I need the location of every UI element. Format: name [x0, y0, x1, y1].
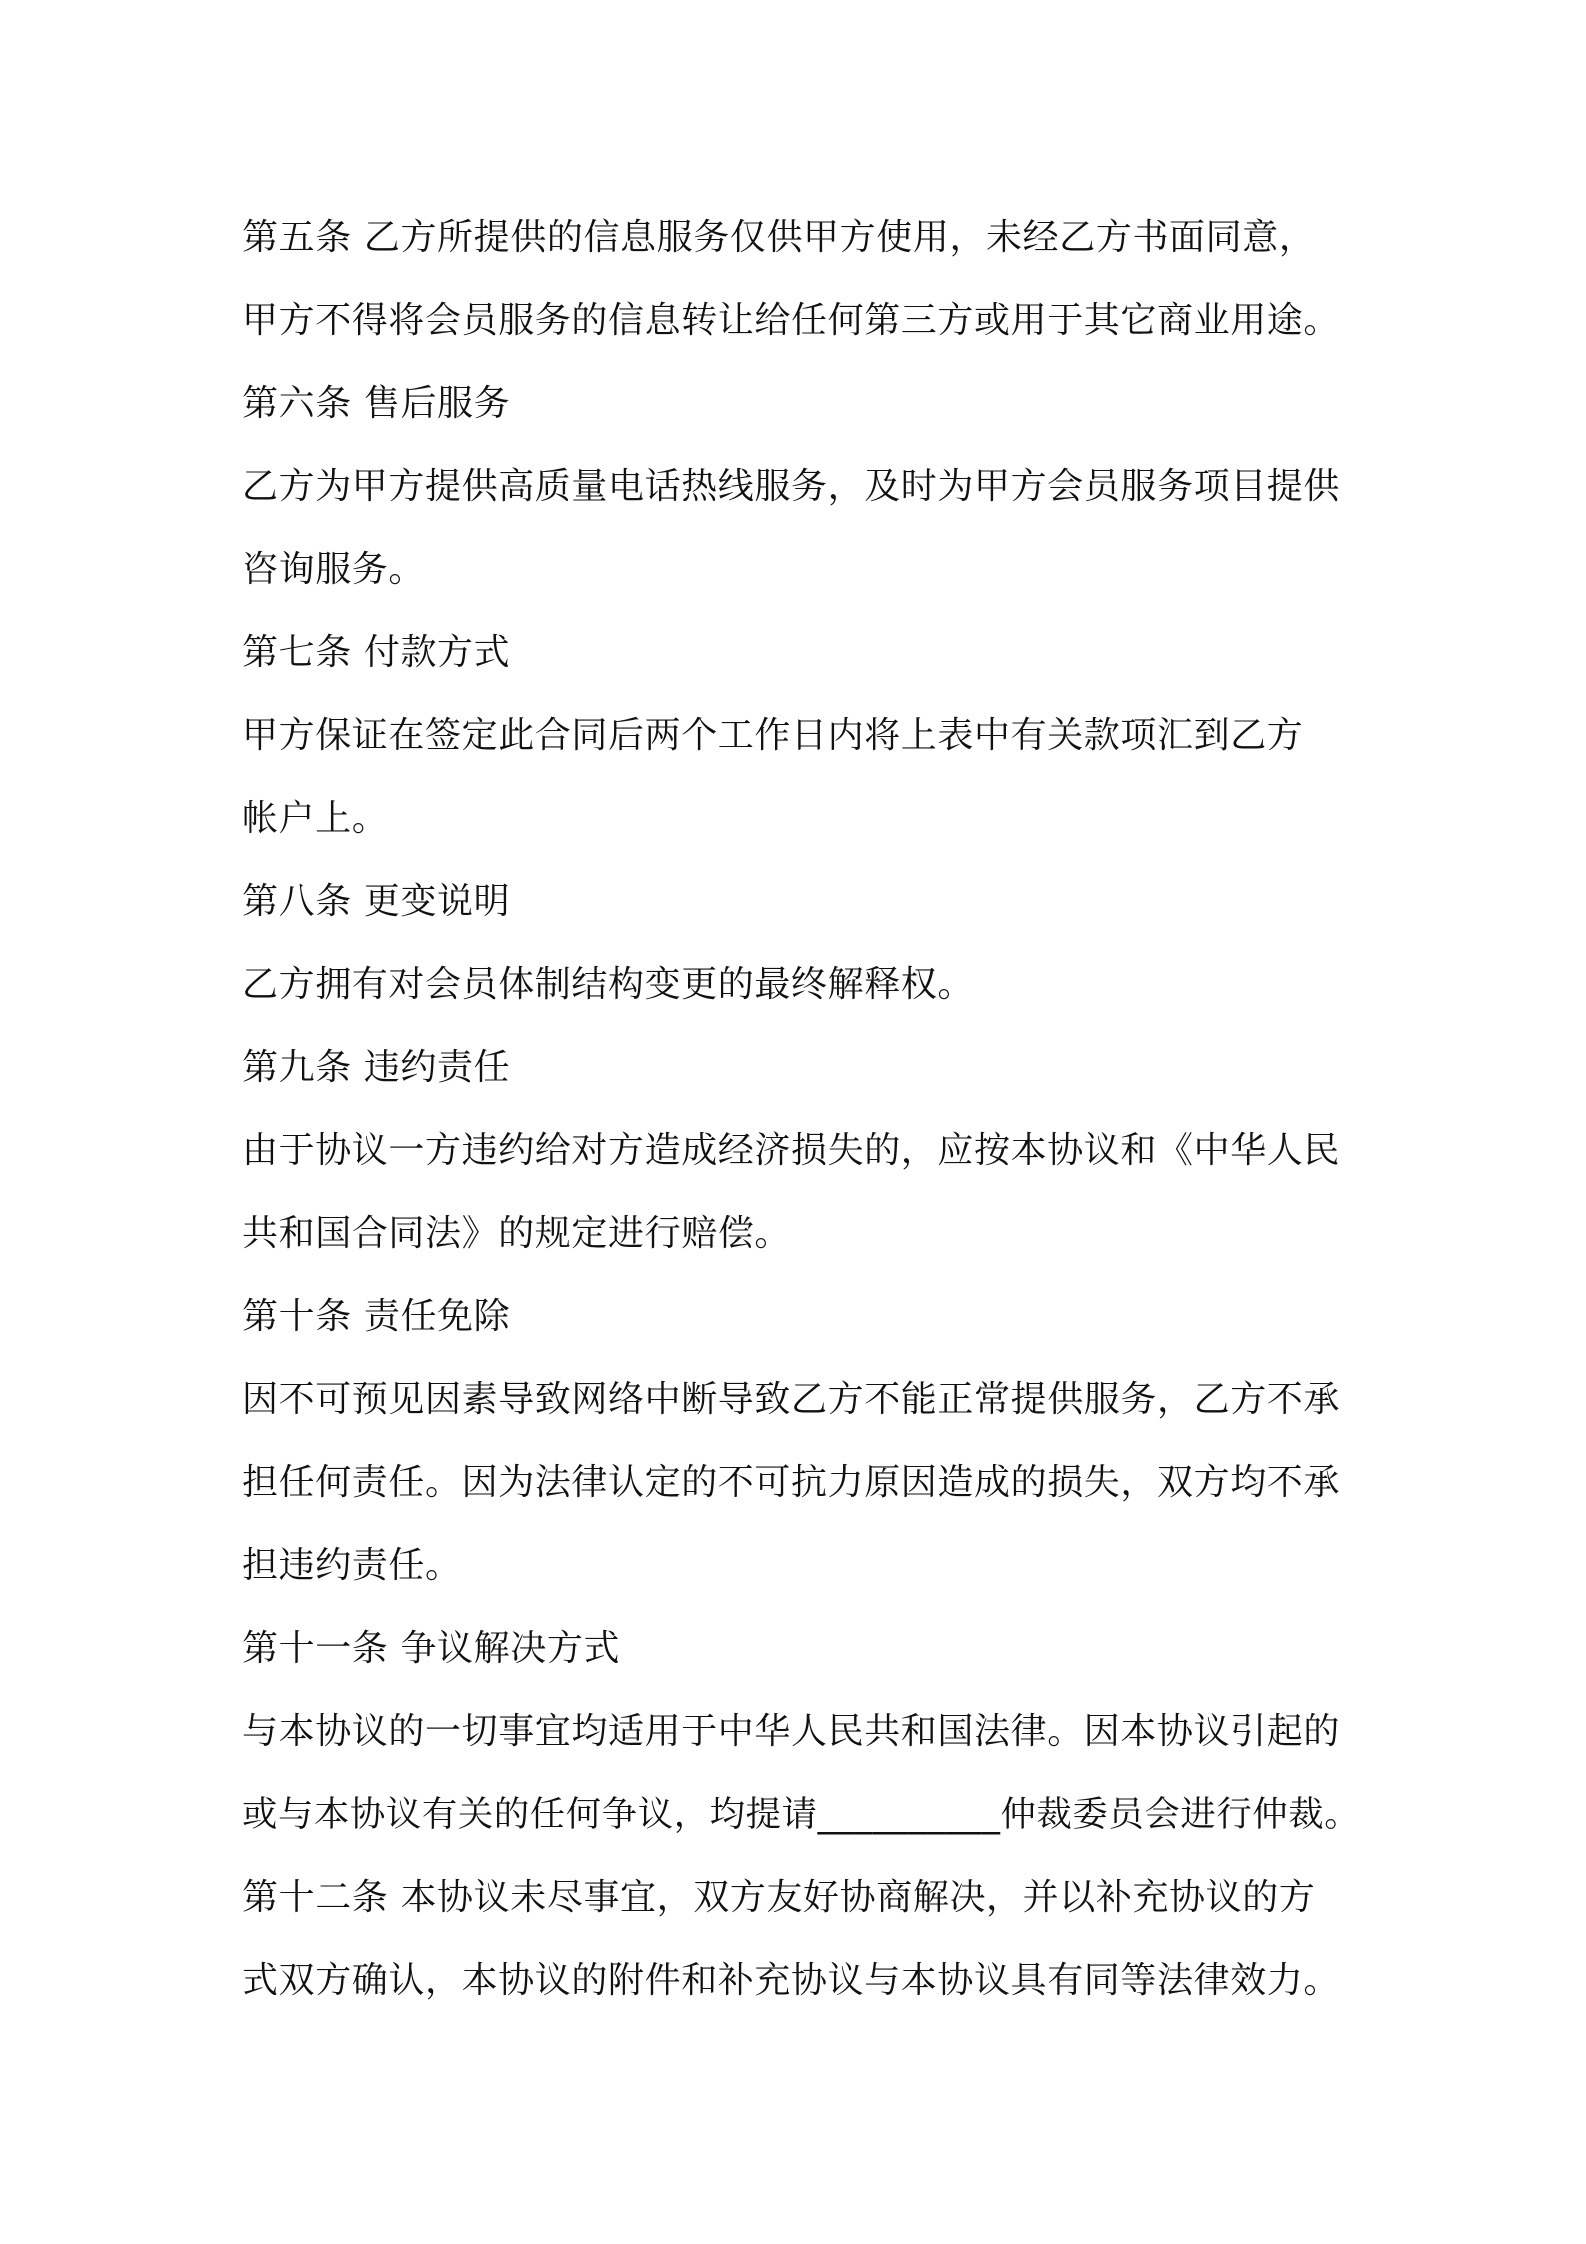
line-article-9-body-1: 由于协议一方违约给对方造成经济损失的，应按本协议和《中华人民 [242, 1130, 1341, 1171]
line-article-7-body-1: 甲方保证在签定此合同后两个工作日内将上表中有关款项汇到乙方 [242, 715, 1304, 756]
line-article-8-heading: 第八条 更变说明 [242, 881, 511, 922]
document-body [242, 196, 1372, 2022]
line-article-11-body-2: 或与本协议有关的任何争议，均提请__________仲裁委员会进行仲裁。 [242, 1794, 1361, 1835]
line-article-9-body-2: 共和国合同法》的规定进行赔偿。 [242, 1213, 792, 1254]
line-article-5-heading: 第五条 乙方所提供的信息服务仅供甲方使用，未经乙方书面同意， [242, 217, 1316, 258]
line-article-11-heading: 第十一条 争议解决方式 [242, 1628, 621, 1669]
line-article-10-body-3: 担违约责任。 [242, 1545, 462, 1586]
line-article-6-heading: 第六条 售后服务 [242, 383, 511, 424]
line-article-12-cont: 式双方确认，本协议的附件和补充协议与本协议具有同等法律效力。 [242, 1960, 1341, 2001]
line-article-10-heading: 第十条 责任免除 [242, 1296, 511, 1337]
line-article-10-body-1: 因不可预见因素导致网络中断导致乙方不能正常提供服务，乙方不承 [242, 1379, 1341, 1420]
line-article-10-body-2: 担任何责任。因为法律认定的不可抗力原因造成的损失，双方均不承 [242, 1462, 1341, 1503]
line-article-6-body-2: 咨询服务。 [242, 549, 426, 590]
line-article-9-heading: 第九条 违约责任 [242, 1047, 511, 1088]
line-article-12-heading: 第十二条 本协议未尽事宜，双方友好协商解决，并以补充协议的方 [242, 1877, 1316, 1918]
line-article-5-cont: 甲方不得将会员服务的信息转让给任何第三方或用于其它商业用途。 [242, 300, 1341, 341]
line-article-8-body: 乙方拥有对会员体制结构变更的最终解释权。 [242, 964, 975, 1005]
line-article-7-heading: 第七条 付款方式 [242, 632, 511, 673]
line-article-11-body-1: 与本协议的一切事宜均适用于中华人民共和国法律。因本协议引起的 [242, 1711, 1341, 1752]
line-article-6-body-1: 乙方为甲方提供高质量电话热线服务，及时为甲方会员服务项目提供 [242, 466, 1341, 507]
line-article-7-body-2: 帐户上。 [242, 798, 389, 839]
